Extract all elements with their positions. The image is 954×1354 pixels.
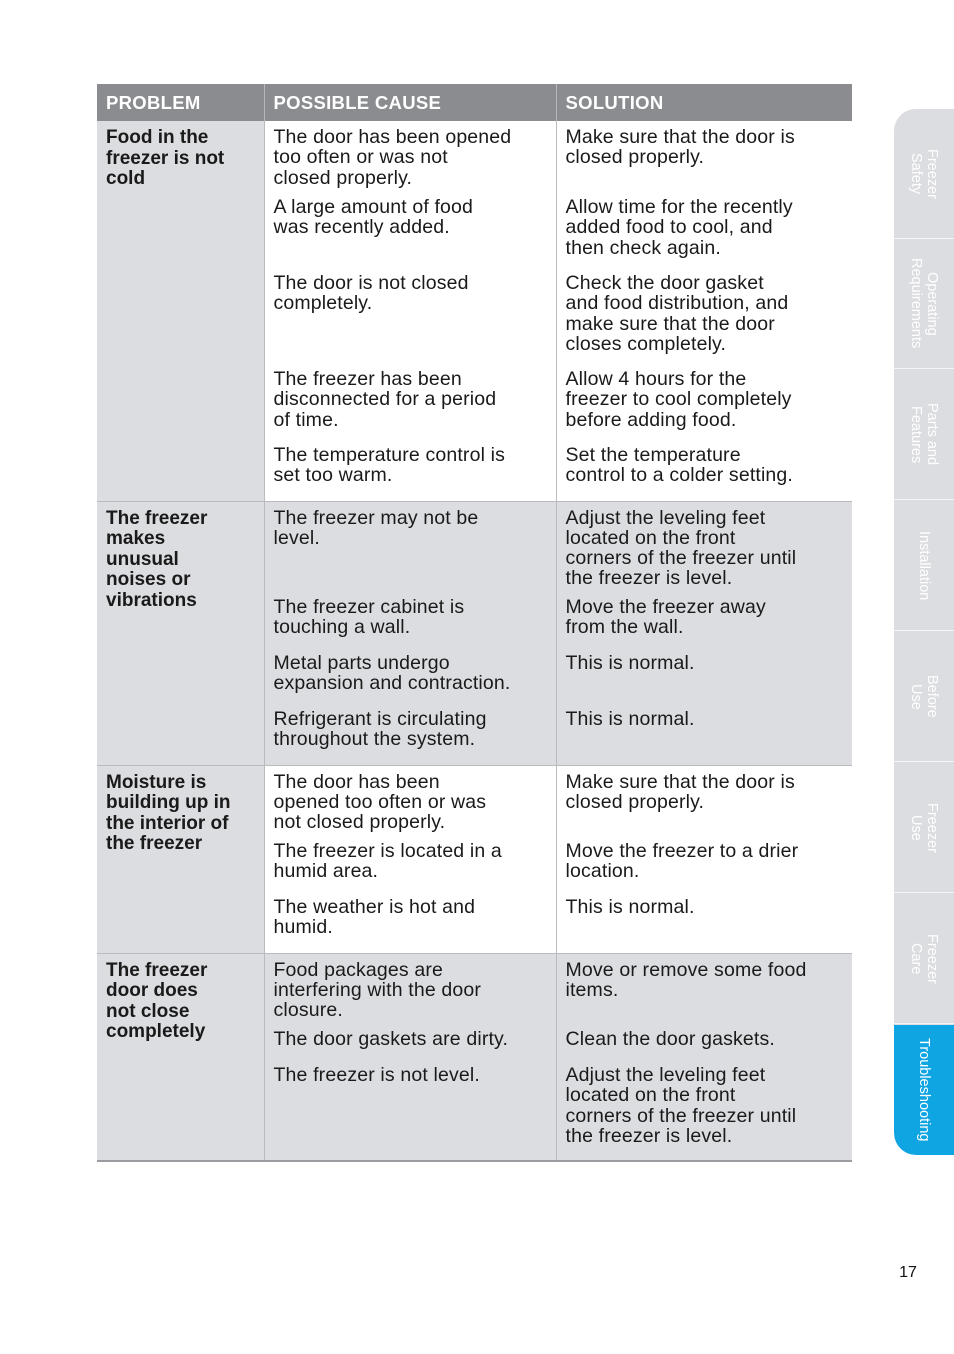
cause-cell	[264, 953, 556, 1029]
solution-cell	[556, 273, 852, 369]
solution-text-line: corners of the freezer until	[565, 1104, 797, 1127]
cause-cell	[264, 841, 556, 897]
solution-text-line: Move or remove some food	[565, 958, 807, 981]
cause-text-line: interfering with the door	[273, 978, 482, 1001]
solution-text-line: Allow time for the recently	[565, 196, 793, 218]
solution-cell	[556, 597, 852, 653]
cause-cell	[264, 197, 556, 273]
problem-text-line: the interior of	[106, 812, 229, 834]
solution-text-line: This is normal.	[565, 896, 695, 918]
table-header-row	[97, 84, 852, 121]
solution-text-line: then check again.	[565, 236, 721, 259]
solution-cell	[556, 1029, 852, 1065]
cause-text-line: not closed properly.	[273, 811, 446, 834]
cause-text-line: closure.	[273, 999, 343, 1022]
cause-text-line: Refrigerant is circulating	[273, 708, 487, 730]
tab-freezer-use[interactable]	[894, 763, 954, 893]
cause-cell	[264, 1029, 556, 1065]
problem-text-line: completely	[106, 1021, 206, 1042]
solution-text-line: Move the freezer away	[565, 596, 766, 618]
problem-text-line: freezer is not	[106, 147, 225, 169]
cause-cell	[264, 369, 556, 445]
cause-cell	[264, 709, 556, 765]
tab-label: Freezer Use	[908, 802, 940, 853]
table-row	[97, 765, 852, 841]
cause-text-line: closed properly.	[273, 166, 413, 189]
cause-text-line: disconnected for a period	[273, 388, 497, 411]
problem-cell	[97, 121, 264, 501]
solution-text-line: corners of the freezer until	[565, 547, 797, 570]
cause-text-line: completely.	[273, 292, 373, 315]
cause-text-line: The temperature control is	[273, 444, 506, 466]
solution-text-line: items.	[565, 978, 619, 1001]
problem-text-line: The freezer	[106, 959, 208, 981]
tab-label: Operating Requirements	[908, 258, 940, 349]
solution-text-line: closes completely.	[565, 332, 727, 355]
cause-text-line: The door gaskets are dirty.	[273, 1028, 509, 1050]
solution-text-line: location.	[565, 860, 640, 883]
tab-troubleshooting[interactable]	[894, 1025, 954, 1155]
solution-cell	[556, 121, 852, 197]
cause-text-line: was recently added.	[273, 216, 450, 239]
cause-text-line: The freezer cabinet is	[273, 596, 465, 618]
cause-text-line: humid.	[273, 916, 333, 939]
cause-text-line: opened too often or was	[273, 790, 487, 813]
table-row	[97, 121, 852, 197]
cause-cell	[264, 273, 556, 369]
problem-cell	[97, 501, 264, 765]
solution-cell	[556, 653, 852, 709]
cause-cell	[264, 897, 556, 953]
problem-text-line: unusual	[106, 548, 179, 570]
solution-cell	[556, 1065, 852, 1161]
troubleshooting-table	[97, 84, 852, 1162]
solution-text-line: Make sure that the door is	[565, 770, 795, 793]
solution-cell	[556, 897, 852, 953]
page-number: 17	[899, 1264, 917, 1281]
solution-text-line: This is normal.	[565, 652, 695, 674]
solution-cell	[556, 501, 852, 597]
solution-text-line: located on the front	[565, 1084, 736, 1107]
cause-text-line: The freezer may not be	[273, 506, 479, 529]
solution-text-line: Allow 4 hours for the	[565, 368, 747, 390]
solution-text-line: make sure that the door	[565, 312, 775, 335]
solution-text-line: freezer to cool completely	[565, 388, 792, 411]
tab-label: Freezer Care	[908, 933, 940, 984]
tab-before-use[interactable]	[894, 632, 954, 762]
cause-text-line: set too warm.	[273, 464, 393, 487]
tab-freezer-safety[interactable]	[894, 109, 954, 239]
tab-installation[interactable]	[894, 501, 954, 631]
problem-text-line: The freezer	[106, 507, 208, 529]
tab-label: Freezer Safety	[908, 148, 940, 199]
solution-text-line: the freezer is level.	[565, 1124, 733, 1147]
problem-text-line: makes	[106, 528, 166, 549]
problem-cell	[97, 765, 264, 953]
problem-text-line: cold	[106, 168, 146, 189]
cause-text-line: expansion and contraction.	[273, 672, 511, 695]
section-tabs	[894, 109, 954, 1155]
cause-text-line: Metal parts undergo	[273, 652, 450, 674]
solution-cell	[556, 765, 852, 841]
tab-freezer-care[interactable]	[894, 894, 954, 1024]
problem-text-line: the freezer	[106, 833, 203, 854]
solution-text-line: and food distribution, and	[565, 292, 789, 315]
cause-cell	[264, 765, 556, 841]
tab-label: Parts and Features	[908, 403, 940, 466]
solution-text-line: Adjust the leveling feet	[565, 1064, 766, 1086]
solution-text-line: the freezer is level.	[565, 567, 733, 590]
header-problem: PROBLEM	[97, 84, 264, 121]
cause-text-line: The door has been	[273, 770, 440, 793]
problem-text-line: Moisture is	[106, 771, 207, 793]
cause-text-line: The door is not closed	[273, 272, 469, 294]
solution-text-line: Move the freezer to a drier	[565, 840, 799, 862]
tab-parts-and-features[interactable]	[894, 370, 954, 500]
solution-cell	[556, 953, 852, 1029]
solution-text-line: control to a colder setting.	[565, 464, 793, 487]
solution-text-line: added food to cool, and	[565, 216, 773, 239]
tab-label: Troubleshooting	[916, 1038, 932, 1142]
header-possible-cause: POSSIBLE CAUSE	[264, 84, 556, 121]
table-body	[97, 121, 852, 1161]
cause-text-line: throughout the system.	[273, 728, 476, 751]
solution-cell	[556, 445, 852, 501]
solution-text-line: This is normal.	[565, 708, 695, 730]
tab-operating-requirements[interactable]	[894, 239, 954, 369]
table-row	[97, 501, 852, 597]
problem-text-line: vibrations	[106, 589, 197, 611]
solution-cell	[556, 369, 852, 445]
cause-cell	[264, 1065, 556, 1161]
cause-text-line: of time.	[273, 408, 339, 431]
cause-text-line: level.	[273, 526, 320, 549]
cause-text-line: Food packages are	[273, 958, 443, 981]
solution-text-line: Clean the door gaskets.	[565, 1028, 775, 1050]
solution-cell	[556, 841, 852, 897]
solution-text-line: closed properly.	[565, 790, 705, 813]
solution-text-line: Check the door gasket	[565, 272, 764, 294]
cause-text-line: The freezer is located in a	[273, 840, 502, 862]
header-solution: SOLUTION	[556, 84, 852, 121]
solution-text-line: closed properly.	[565, 146, 705, 169]
cause-cell	[264, 597, 556, 653]
solution-text-line: Make sure that the door is	[565, 126, 795, 148]
cause-cell	[264, 121, 556, 197]
cause-cell	[264, 501, 556, 597]
problem-text-line: building up in	[106, 792, 231, 813]
tab-label: Installation	[916, 530, 932, 601]
cause-text-line: The freezer is not level.	[273, 1064, 480, 1086]
problem-text-line: Food in the	[106, 127, 209, 148]
solution-text-line: Adjust the leveling feet	[565, 506, 766, 529]
problem-text-line: noises or	[106, 569, 191, 590]
cause-text-line: touching a wall.	[273, 616, 411, 639]
problem-cell	[97, 953, 264, 1161]
cause-text-line: The weather is hot and	[273, 896, 476, 918]
cause-text-line: humid area.	[273, 860, 379, 883]
cause-text-line: too often or was not	[273, 146, 448, 169]
solution-text-line: before adding food.	[565, 408, 737, 431]
solution-text-line: located on the front	[565, 526, 736, 549]
table-row	[97, 953, 852, 1029]
problem-text-line: door does	[106, 980, 198, 1001]
solution-cell	[556, 197, 852, 273]
cause-text-line: A large amount of food	[273, 196, 474, 218]
cause-cell	[264, 445, 556, 501]
solution-text-line: from the wall.	[565, 616, 684, 639]
solution-cell	[556, 709, 852, 765]
tab-label: Before Use	[908, 675, 940, 718]
solution-text-line: Set the temperature	[565, 444, 741, 466]
cause-text-line: The freezer has been	[273, 368, 462, 390]
cause-cell	[264, 653, 556, 709]
problem-text-line: not close	[106, 1000, 190, 1022]
cause-text-line: The door has been opened	[273, 126, 512, 148]
